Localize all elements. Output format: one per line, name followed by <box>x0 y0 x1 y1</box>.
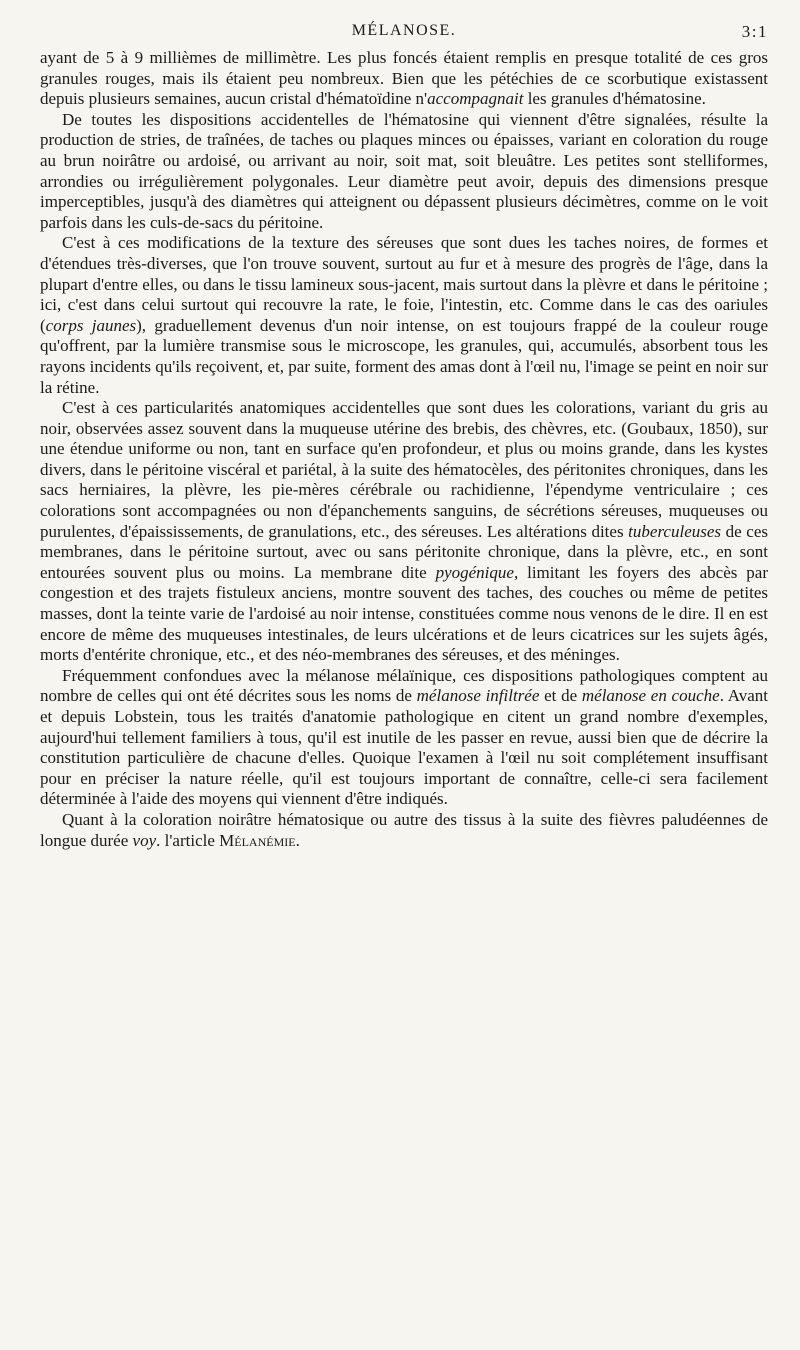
text-run: C'est à ces particularités anatomiques accidentelles que sont dues les colorations, variant du gris au noir, observées assez souvent dans la muqueuse utérine des brebis, des chèvres, etc. (Goubaux, 1850), sur une étendue uniforme ou non, tant en surface qu'en profondeur, et plus ou moins grande, dans les kystes divers, dans le péritoine viscéral et pariétal, à la suite des hématocèles, des péritonites chroniques, dans les sacs herniaires, la plèvre, les pie-mères cérébrale ou rachidienne, l'épendyme ventriculaire ; ces colorations sont accompagnées ou non d'épanchements sanguins, de sécrétions séreuses, muqueuses ou purulentes, d'épaississements, de granulations, etc., des séreuses. Les altérations dites <box>40 398 768 541</box>
paragraph <box>40 666 768 810</box>
paragraph <box>40 110 768 234</box>
italic-text: pyogénique <box>435 562 514 582</box>
text-run: Fréquemment confondues avec la mélanose mélaïnique, ces dispositions pathologiques comptent au nombre de celles qui ont été décrites sous les noms de <box>40 665 768 706</box>
italic-text: corps jaunes <box>45 315 137 335</box>
text-run: les granules d'hématosine. <box>523 89 706 109</box>
italic-text: mélanose en couche <box>581 686 720 706</box>
text-run: et de <box>539 686 582 706</box>
text-run: ), graduellement devenus d'un noir intense, on est toujours frappé de la couleur rouge qu'offrent, par la lumière transmise sous le microscope, les granules, qui, accumulés, absorbent tous les rayons incidents qu'ils reçoivent, et, par suite, forment des amas dont à l'œil nu, l'image se peint en noir sur la rétine. <box>40 315 768 397</box>
italic-text: tuberculeuses <box>628 521 722 541</box>
document-body <box>40 48 768 851</box>
small-caps-text: Mélanémie <box>219 830 296 850</box>
text-run: . Avant et depuis Lobstein, tous les traités d'anatomie pathologique en citent un grand nombre d'exemples, aujourd'hui tellement familiers à tous, qu'il est inutile de les passer en revue, aussi bien que de décrire la constitution particulière de chacune d'elles. Quoique l'examen à l'œil nu soit complétement insuffisant pour en préciser la nature réelle, qu'il est toujours important de connaître, celle-ci sera facilement déterminée à l'aide des moyens qui viennent d'être indiqués. <box>40 686 769 809</box>
text-run: Quant à la coloration noirâtre hématosique ou autre des tissus à la suite des fièvres paludéennes de longue durée <box>40 809 768 850</box>
text-run: C'est à ces modifications de la texture des séreuses que sont dues les taches noires, de formes et d'étendues très-diverses, que l'on trouve souvent, surtout au fur et à mesure des progrès de l'âge, dans la plupart d'entre elles, ou dans le tissu lamineux sous-jacent, mais surtout dans la plèvre et dans le péritoine ; ici, c'est dans celui surtout qui recouvre la rate, le foie, l'intestin, etc. Comme dans le cas des oariules ( <box>40 233 768 335</box>
text-run: . l'article <box>156 830 220 850</box>
page-number: 3:1 <box>741 22 768 41</box>
italic-text: accompagnait <box>427 89 524 109</box>
document-page <box>40 22 768 851</box>
page-header <box>40 22 768 48</box>
paragraph <box>40 48 768 110</box>
paragraph <box>40 233 768 398</box>
running-title: MÉLANOSE. <box>351 22 457 39</box>
text-run: ayant de 5 à 9 millièmes de millimètre. Les plus foncés étaient remplis en presque totalité de ces gros granules rouges, mais ils étaient peu nombreux. Bien que les pétéchies de ce scorbutique existassent depuis plusieurs semaines, aucun cristal d'hématoïdine n' <box>40 48 768 109</box>
text-run: De toutes les dispositions accidentelles de l'hématosine qui viennent d'être signalées, résulte la production de stries, de traînées, de taches ou plaques minces ou épaisses, variant en coloration du rouge au brun noirâtre ou ardoisé, ou arrivant au noir, soit mat, soit bleuâtre. Les petites sont stelliformes, arrondies ou irrégulièrement polygonales. Leur diamètre peut avoir, depuis des dimensions presque imperceptibles, jusqu'à des diamètres qui atteignent ou dépassent plusieurs décimètres, comme on le voit parfois dans les culs-de-sacs du péritoine. <box>40 109 768 232</box>
paragraph <box>40 398 768 666</box>
text-run: , limitant les foyers des abcès par congestion et des trajets fistuleux anciens, montre souvent des taches, des couches ou même de petites masses, dont la teinte varie de l'ardoisé au noir intense, constituées comme nous venons de le dire. Il en est encore de même des muqueuses intestinales, de leurs ulcérations et de leurs cicatrices sur les sujets âgés, morts d'entérite chronique, etc., et des néo-membranes des séreuses, et des méninges. <box>40 562 768 665</box>
paragraph <box>40 810 768 851</box>
text-run: de ces membranes, dans le péritoine surtout, avec ou sans péritonite chronique, dans la plèvre, etc., en sont entourées souvent plus ou moins. La membrane dite <box>40 521 768 582</box>
italic-text: voy <box>132 830 157 850</box>
italic-text: mélanose infiltrée <box>416 686 540 706</box>
text-run: . <box>295 830 300 850</box>
